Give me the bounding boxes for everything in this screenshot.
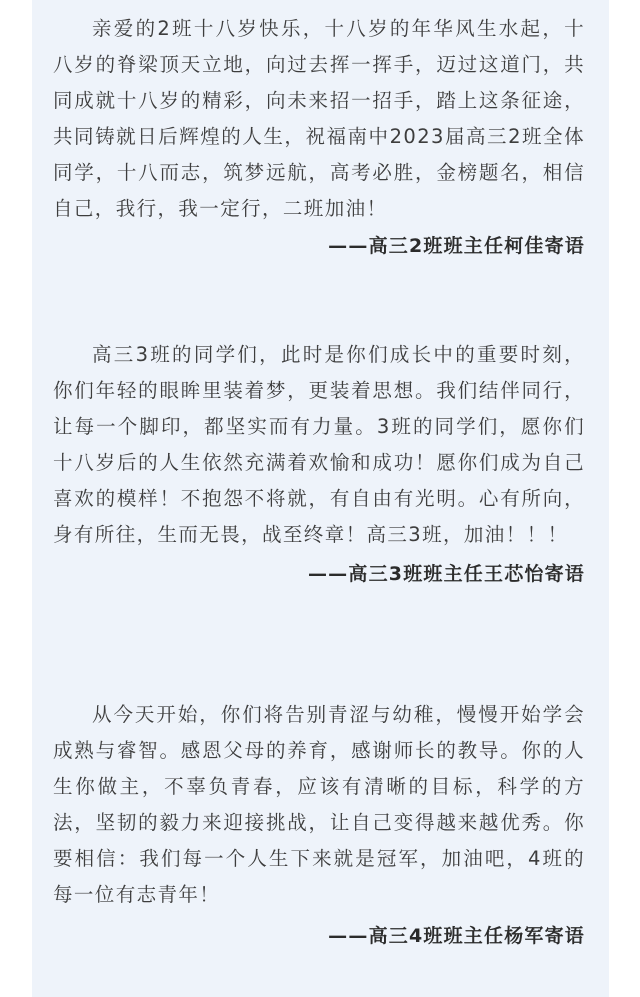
letter-class-4 xyxy=(53,697,585,951)
letter-body: 从今天开始，你们将告别青涩与幼稚，慢慢开始学会成熟与睿智。感恩父母的养育，感谢师长的教导。你的人生你做主，不辜负青春，应该有清晰的目标，科学的方法，坚韧的毅力来迎接挑战，让自己变得越来越优秀。你要相信：我们每一个人生下来就是冠军，加油吧，4班的每一位有志青年！ xyxy=(53,703,585,906)
letter-signature: ——高三2班班主任柯佳寄语 xyxy=(328,235,585,257)
letter-signature: ——高三3班班主任王芯怡寄语 xyxy=(307,563,585,585)
letter-class-2 xyxy=(53,11,585,261)
letter-body: 高三3班的同学们，此时是你们成长中的重要时刻，你们年轻的眼眸里装着梦，更装着思想。我们结伴同行，让每一个脚印，都坚实而有力量。3班的同学们，愿你们十八岁后的人生依然充满着欢愉和成功！愿你们成为自己喜欢的模样！不抱怨不将就，有自由有光明。心有所向，身有所往，生而无畏，战至终章！高三3班，加油！！！ xyxy=(53,343,585,546)
letter-body: 亲爱的2班十八岁快乐，十八岁的年华风生水起，十八岁的脊梁顶天立地，向过去挥一挥手，迈过这道门，共同成就十八岁的精彩，向未来招一招手，踏上这条征途，共同铸就日后辉煌的人生，祝福南中2023届高三2班全体同学，十八而志，筑梦远航，高考必胜，金榜题名，相信自己，我行，我一定行，二班加油！ xyxy=(53,17,585,220)
letter-signature: ——高三4班班主任杨军寄语 xyxy=(328,925,585,947)
letter-class-3 xyxy=(53,337,585,589)
